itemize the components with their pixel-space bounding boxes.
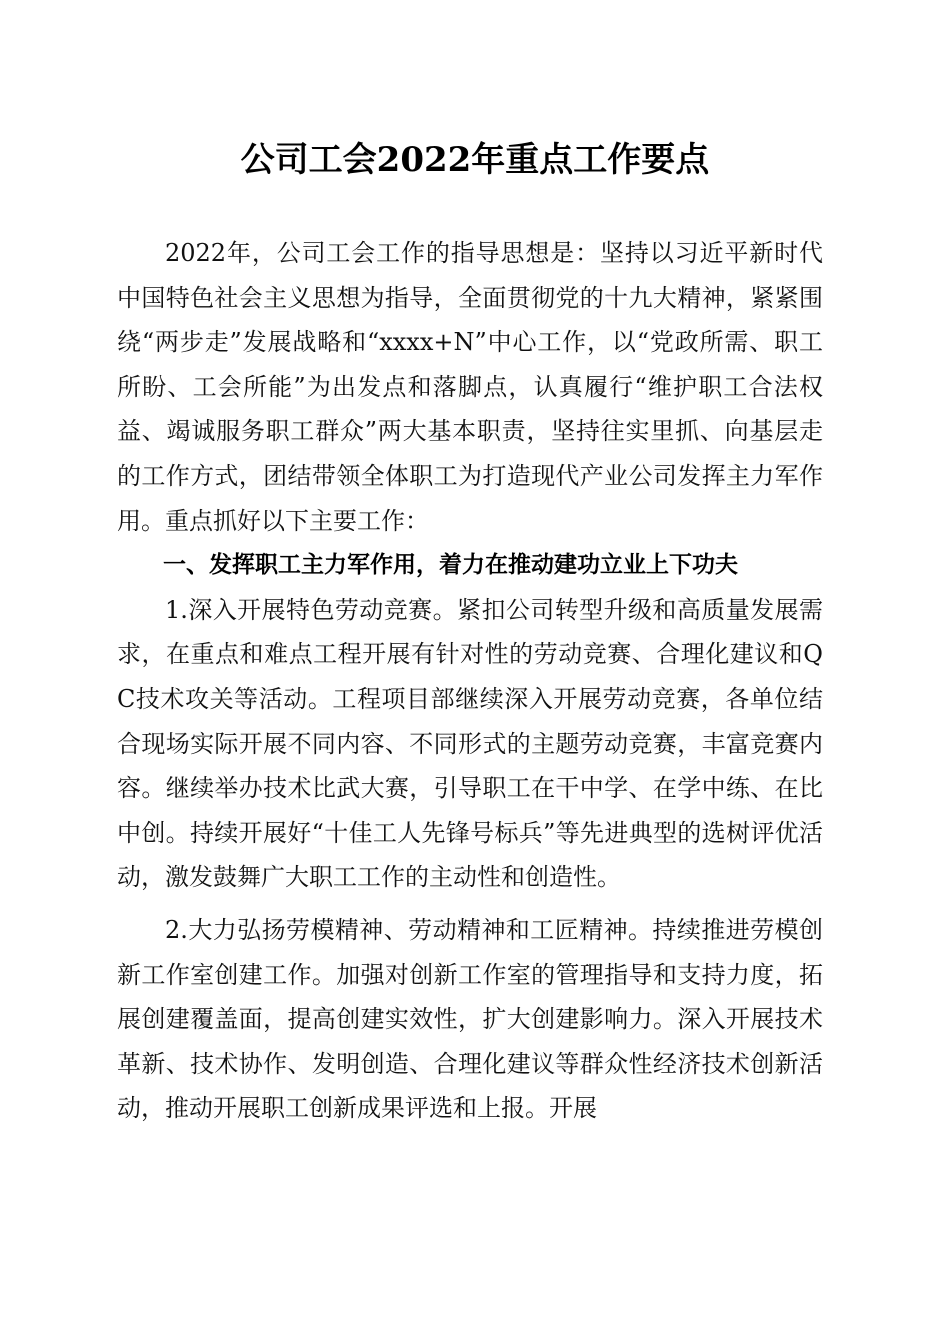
section-heading-1: 一、发挥职工主力军作用，着力在推动建功立业上下功夫: [163, 552, 738, 579]
intro-paragraph: 2022年，公司工会工作的指导思想是：坚持以习近平新时代中国特色社会主义思想为指导，全面贯彻党的十九大精神，紧紧围绕“两步走”发展战略和“xxxx+N”中心工作，以“党政所需、职工所盼、工会所能”为出发点和落脚点，认真履行“维护职工合法权益、竭诚服务职工群众”两大基本职责，坚持往实里抓、向基层走的工作方式，团结带领全体职工为打造现代产业公司发挥主力军作用。重点抓好以下主要工作：: [117, 239, 823, 535]
document-title: 公司工会2022年重点工作要点: [240, 140, 710, 180]
item-paragraph-1: 1.深入开展特色劳动竞赛。紧扣公司转型升级和高质量发展需求，在重点和难点工程开展有针对性的劳动竞赛、合理化建议和QC技术攻关等活动。工程项目部继续深入开展劳动竞赛，各单位结合现场实际开展不同内容、不同形式的主题劳动竞赛，丰富竞赛内容。继续举办技术比武大赛，引导职工在干中学、在学中练、在比中创。持续开展好“十佳工人先锋号标兵”等先进典型的选树评优活动，激发鼓舞广大职工工作的主动性和创造性。: [117, 595, 823, 892]
item-paragraph-2: 2.大力弘扬劳模精神、劳动精神和工匠精神。持续推进劳模创新工作室创建工作。加强对创新工作室的管理指导和支持力度，拓展创建覆盖面，提高创建实效性，扩大创建影响力。深入开展技术革新、技术协作、发明创造、合理化建议等群众性经济技术创新活动，推动开展职工创新成果评选和上报。开展: [117, 915, 823, 1123]
document-body: [117, 231, 823, 1131]
